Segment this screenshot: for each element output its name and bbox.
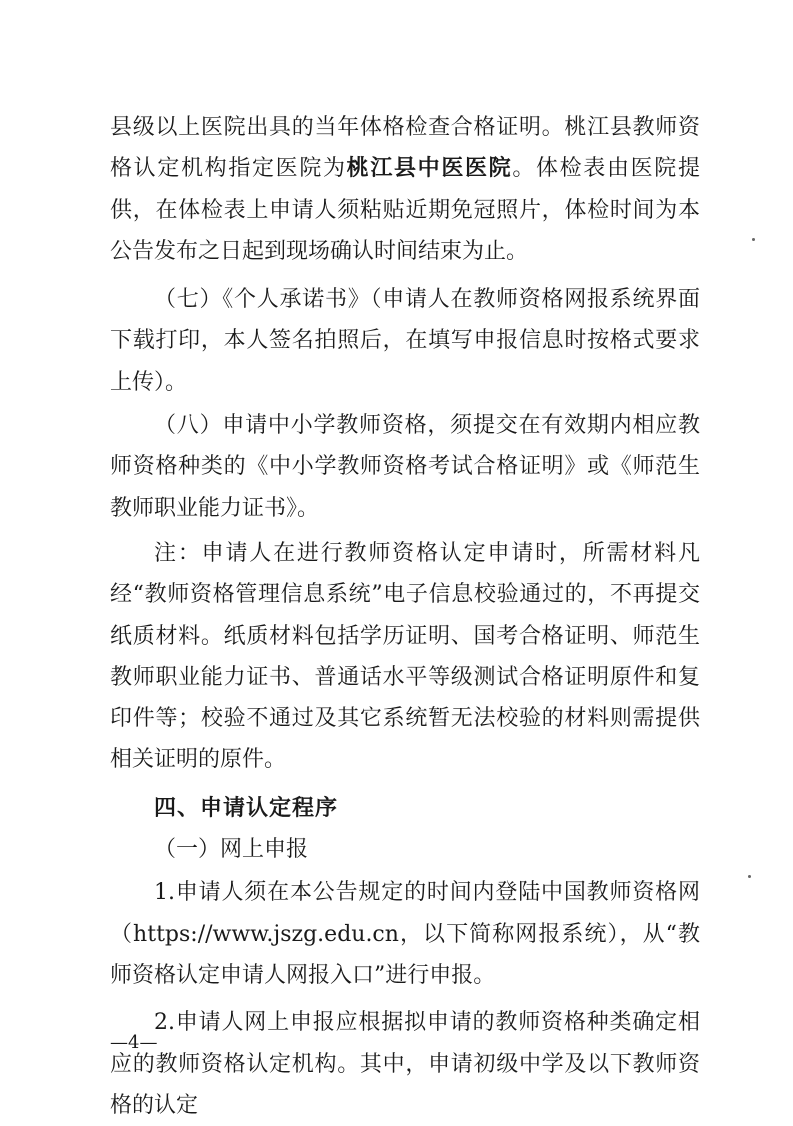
paragraph-text: 县级以上医院出具的当年体格检查合格证明。桃江县教师资格认定机构指定医院为	[110, 115, 700, 182]
paragraph-item-8: （八）申请中小学教师资格，须提交在有效期内相应教师资格种类的《中小学教师资格考试合格证明》或《师范生教师职业能力证书》。	[110, 413, 700, 521]
paragraph-medical-exam	[110, 107, 700, 272]
scan-speck	[748, 875, 751, 878]
page-number: —4—	[110, 1032, 158, 1053]
section-heading-4: 四、申请认定程序	[154, 795, 339, 821]
document-body	[110, 107, 700, 1126]
paragraph-text: 。体检表由医院提供，在体检表上申请人须粘贴近期免冠照片，体检时间为本公告发布之日起到现场确认时间结束为止。	[110, 156, 700, 264]
designated-hospital: 桃江县中医医院	[346, 156, 513, 182]
paragraph-note: 注：申请人在进行教师资格认定申请时，所需材料凡经“教师资格管理信息系统”电子信息校验通过的，不再提交纸质材料。纸质材料包括学历证明、国考合格证明、师范生教师职业能力证书、普通话水平等级测试合格证明原件和复印件等；校验不通过及其它系统暂无法校验的材料则需提供相关证明的原件。	[110, 540, 700, 773]
paragraph-step-1: 1.申请人须在本公告规定的时间内登陆中国教师资格网（https://www.jszg.edu.cn，以下简称网报系统），从“教师资格认定申请人网报入口”进行申报。	[110, 880, 700, 988]
subsection-heading-1: （一）网上申报	[154, 837, 309, 863]
scan-speck	[752, 238, 755, 241]
paragraph-step-2: 2.申请人网上申报应根据拟申请的教师资格种类确定相应的教师资格认定机构。其中，申请初级中学及以下教师资格的认定	[110, 1010, 700, 1118]
paragraph-item-7: （七）《个人承诺书》（申请人在教师资格网报系统界面下载打印，本人签名拍照后，在填写申报信息时按格式要求上传）。	[110, 287, 700, 395]
